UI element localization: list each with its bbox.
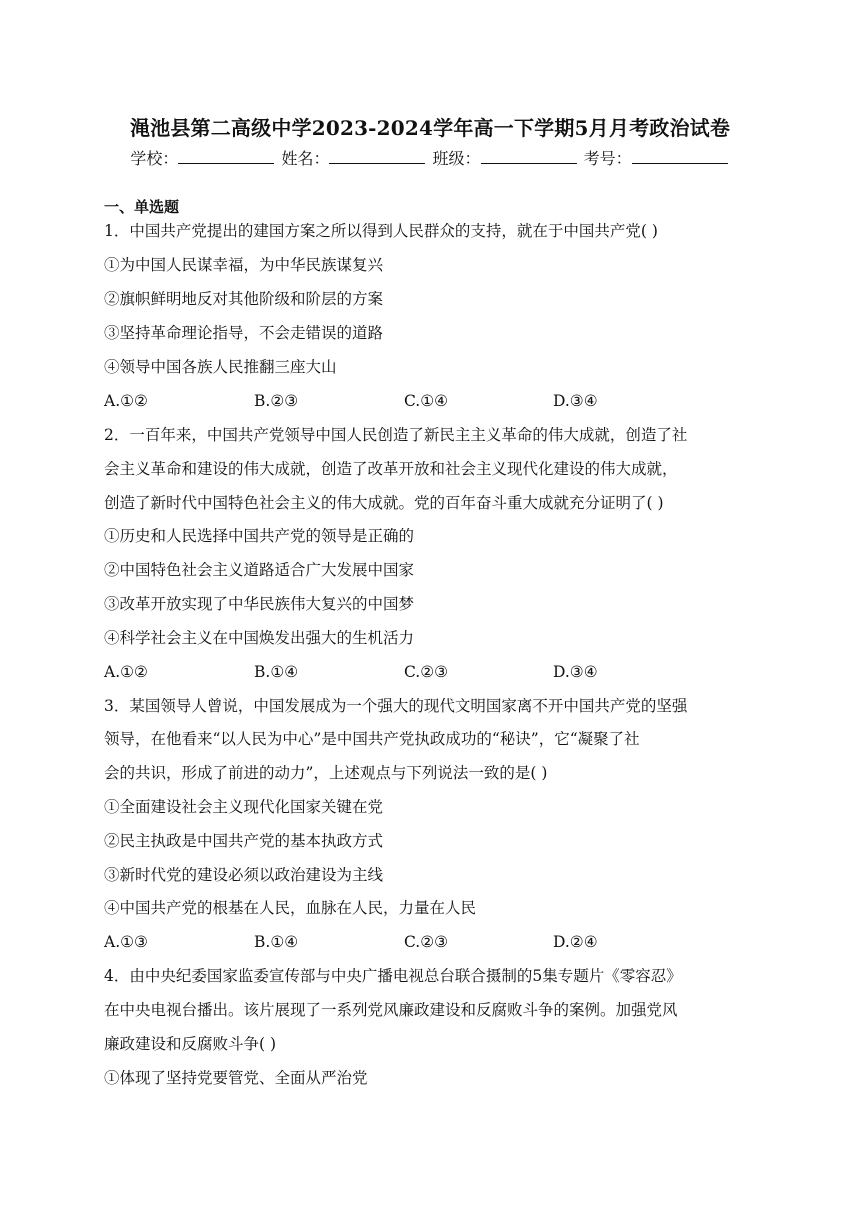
option-d[interactable]: D.③④	[553, 663, 598, 681]
question-4-stem: 在中央电视台播出。该片展现了一系列党风廉政建设和反腐败斗争的案例。加强党风	[104, 1001, 678, 1019]
question-1-item: ②旗帜鲜明地反对其他阶级和阶层的方案	[104, 290, 384, 308]
question-3-item: ③新时代党的建设必须以政治建设为主线	[104, 866, 384, 884]
question-4-item: ①体现了坚持党要管党、全面从严治党	[104, 1069, 368, 1087]
option-b[interactable]: B.①④	[254, 933, 299, 951]
question-2-item: ①历史和人民选择中国共产党的领导是正确的	[104, 527, 415, 545]
class-label: 班级：	[432, 149, 481, 168]
option-c[interactable]: C.②③	[404, 933, 449, 951]
question-1-item: ①为中国人民谋幸福，为中华民族谋复兴	[104, 256, 384, 274]
exam-title: 渑池县第二高级中学2023-2024学年高一下学期5月月考政治试卷	[129, 116, 731, 140]
question-2-stem: 会主义革命和建设的伟大成就，创造了改革开放和社会主义现代化建设的伟大成就，	[104, 460, 678, 478]
question-4-stem: 4．由中央纪委国家监委宣传部与中央广播电视总台联合摄制的5集专题片《零容忍》	[104, 967, 682, 985]
school-label: 学校：	[130, 149, 179, 168]
option-b[interactable]: B.①④	[254, 663, 299, 681]
question-3-item: ②民主执政是中国共产党的基本执政方式	[104, 832, 384, 850]
question-4-stem: 廉政建设和反腐败斗争( )	[104, 1035, 277, 1053]
question-2-stem: 2．一百年来，中国共产党领导中国人民创造了新民主主义革命的伟大成就，创造了社	[104, 426, 688, 444]
name-blank[interactable]	[329, 149, 425, 164]
question-1-stem: 1．中国共产党提出的建国方案之所以得到人民群众的支持，就在于中国共产党( )	[104, 222, 658, 240]
question-2-item: ③改革开放实现了中华民族伟大复兴的中国梦	[104, 595, 415, 613]
question-2-stem: 创造了新时代中国特色社会主义的伟大成就。党的百年奋斗重大成就充分证明了( )	[104, 494, 664, 512]
name-label: 姓名：	[281, 149, 330, 168]
question-1-item: ③坚持革命理论指导，不会走错误的道路	[104, 324, 384, 342]
school-blank[interactable]	[178, 149, 274, 164]
question-3-stem: 会的共识，形成了前进的动力”，上述观点与下列说法一致的是( )	[104, 764, 548, 782]
option-c[interactable]: C.①④	[404, 392, 449, 410]
question-3-stem: 3．某国领导人曾说，中国发展成为一个强大的现代文明国家离不开中国共产党的坚强	[104, 697, 688, 715]
number-blank[interactable]	[632, 149, 728, 164]
question-3-item: ①全面建设社会主义现代化国家关键在党	[104, 798, 384, 816]
option-c[interactable]: C.②③	[404, 663, 449, 681]
class-blank[interactable]	[481, 149, 577, 164]
option-d[interactable]: D.③④	[553, 392, 598, 410]
option-a[interactable]: A.①③	[104, 933, 148, 951]
question-1-item: ④领导中国各族人民推翻三座大山	[104, 358, 337, 376]
option-a[interactable]: A.①②	[104, 392, 148, 410]
section-heading: 一、单选题	[104, 198, 180, 216]
question-2-item: ④科学社会主义在中国焕发出强大的生机活力	[104, 629, 415, 647]
option-d[interactable]: D.②④	[553, 933, 598, 951]
option-b[interactable]: B.②③	[254, 392, 299, 410]
question-2-item: ②中国特色社会主义道路适合广大发展中国家	[104, 561, 415, 579]
number-label: 考号：	[583, 149, 632, 168]
question-3-item: ④中国共产党的根基在人民，血脉在人民，力量在人民	[104, 899, 477, 917]
option-a[interactable]: A.①②	[104, 663, 148, 681]
student-info-row	[0, 146, 860, 169]
question-3-stem: 领导，在他看来“以人民为中心”是中国共产党执政成功的“秘诀”，它“凝聚了社	[104, 730, 640, 748]
